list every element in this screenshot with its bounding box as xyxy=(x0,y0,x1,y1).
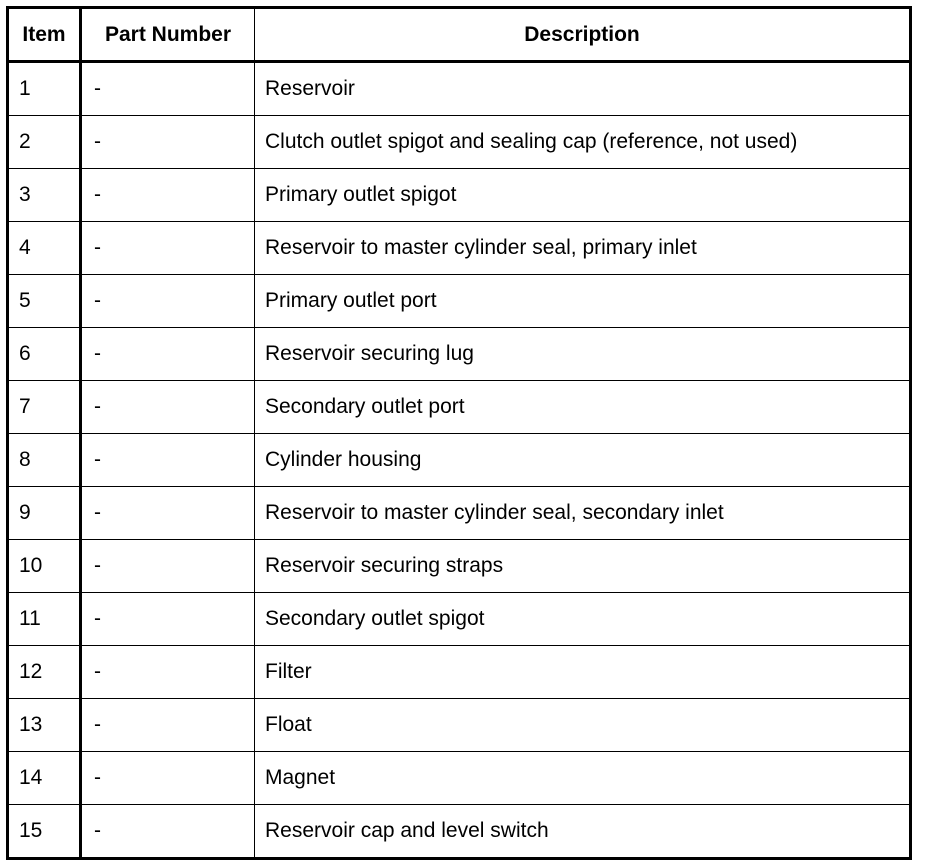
cell-description: Secondary outlet spigot xyxy=(255,593,911,646)
cell-part-number: - xyxy=(81,62,255,116)
header-row xyxy=(8,8,911,62)
cell-item: 3 xyxy=(8,169,81,222)
table-row xyxy=(8,540,911,593)
cell-part-number: - xyxy=(81,487,255,540)
header-part-number: Part Number xyxy=(81,8,255,62)
cell-item: 6 xyxy=(8,328,81,381)
table-row xyxy=(8,62,911,116)
cell-part-number: - xyxy=(81,434,255,487)
cell-description: Cylinder housing xyxy=(255,434,911,487)
table-row xyxy=(8,275,911,328)
cell-description: Primary outlet spigot xyxy=(255,169,911,222)
cell-description: Reservoir to master cylinder seal, secondary inlet xyxy=(255,487,911,540)
parts-table xyxy=(6,6,912,860)
table-row xyxy=(8,434,911,487)
table-row xyxy=(8,169,911,222)
table-row xyxy=(8,222,911,275)
cell-description: Reservoir securing lug xyxy=(255,328,911,381)
cell-part-number: - xyxy=(81,593,255,646)
table-row xyxy=(8,593,911,646)
cell-item: 14 xyxy=(8,752,81,805)
cell-description: Reservoir securing straps xyxy=(255,540,911,593)
cell-description: Magnet xyxy=(255,752,911,805)
cell-part-number: - xyxy=(81,805,255,859)
table-row xyxy=(8,646,911,699)
cell-description: Reservoir xyxy=(255,62,911,116)
table-row xyxy=(8,116,911,169)
cell-description: Reservoir cap and level switch xyxy=(255,805,911,859)
cell-part-number: - xyxy=(81,275,255,328)
cell-part-number: - xyxy=(81,222,255,275)
cell-part-number: - xyxy=(81,646,255,699)
cell-part-number: - xyxy=(81,116,255,169)
table-row xyxy=(8,328,911,381)
header-item: Item xyxy=(8,8,81,62)
cell-part-number: - xyxy=(81,328,255,381)
cell-item: 15 xyxy=(8,805,81,859)
cell-part-number: - xyxy=(81,752,255,805)
table-row xyxy=(8,752,911,805)
cell-description: Primary outlet port xyxy=(255,275,911,328)
table-row xyxy=(8,805,911,859)
cell-item: 8 xyxy=(8,434,81,487)
table-body xyxy=(8,62,911,859)
table-row xyxy=(8,699,911,752)
cell-part-number: - xyxy=(81,381,255,434)
header-description: Description xyxy=(255,8,911,62)
cell-description: Filter xyxy=(255,646,911,699)
cell-description: Clutch outlet spigot and sealing cap (reference, not used) xyxy=(255,116,911,169)
table-row xyxy=(8,381,911,434)
cell-item: 12 xyxy=(8,646,81,699)
cell-item: 7 xyxy=(8,381,81,434)
cell-item: 4 xyxy=(8,222,81,275)
cell-item: 5 xyxy=(8,275,81,328)
table-header xyxy=(8,8,911,62)
cell-description: Reservoir to master cylinder seal, primary inlet xyxy=(255,222,911,275)
cell-description: Float xyxy=(255,699,911,752)
cell-item: 11 xyxy=(8,593,81,646)
table-row xyxy=(8,487,911,540)
cell-item: 9 xyxy=(8,487,81,540)
cell-description: Secondary outlet port xyxy=(255,381,911,434)
cell-part-number: - xyxy=(81,169,255,222)
cell-item: 13 xyxy=(8,699,81,752)
cell-part-number: - xyxy=(81,540,255,593)
cell-part-number: - xyxy=(81,699,255,752)
cell-item: 2 xyxy=(8,116,81,169)
cell-item: 1 xyxy=(8,62,81,116)
cell-item: 10 xyxy=(8,540,81,593)
